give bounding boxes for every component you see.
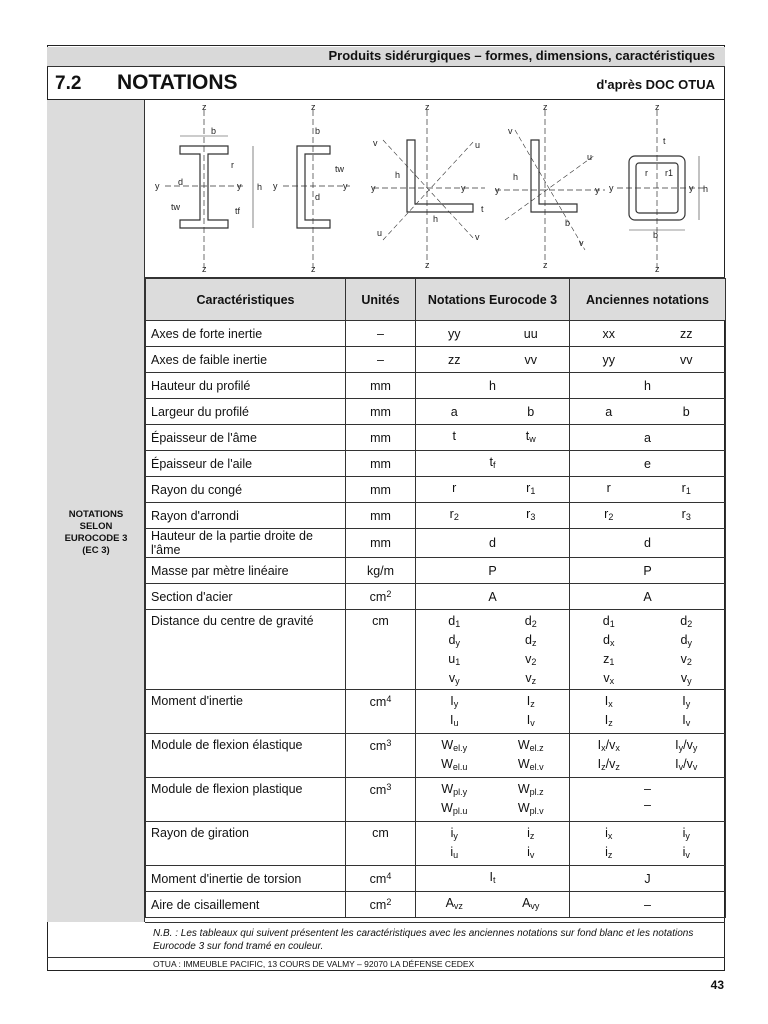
- table-row: [146, 347, 726, 373]
- side-label-line: NOTATIONS: [68, 509, 124, 520]
- footer-left-cell: [47, 957, 145, 971]
- characteristic-cell: Moment d'inertie: [146, 690, 346, 734]
- ec3-cell: [416, 347, 570, 373]
- notation-value: $W_{pl.z}$: [517, 782, 544, 797]
- table-row: [146, 778, 726, 822]
- notation-value: P: [643, 563, 652, 578]
- notation-value: $v_z$: [525, 671, 537, 686]
- table-row: [146, 866, 726, 892]
- dim-label-h: h: [513, 172, 519, 182]
- notation-value: $i_u$: [450, 845, 459, 860]
- unit-cell: mm: [346, 425, 416, 451]
- axis-label-y: y: [689, 183, 694, 193]
- note: N.B. : Les tableaux qui suivent présentent les caractéristiques avec les anciennes notations sur fond blanc et les notations Eurocode 3 sur fond tramé en couleur.: [145, 922, 725, 957]
- unit-cell: mm: [346, 373, 416, 399]
- table-row: [146, 690, 726, 734]
- notation-value: $I_y$: [450, 694, 459, 709]
- ec3-cell: [416, 690, 570, 734]
- old-notation-cell: [570, 529, 726, 558]
- axis-label-v: v: [373, 138, 378, 148]
- characteristic-cell: Rayon de giration: [146, 822, 346, 866]
- old-notation-cell: [570, 373, 726, 399]
- axis-label-z: z: [311, 264, 316, 274]
- notation-value: $i_v$: [527, 845, 535, 860]
- dim-label-h: h: [395, 170, 401, 180]
- table-row: [146, 529, 726, 558]
- ec3-cell: [416, 734, 570, 778]
- dim-label-b: b: [211, 126, 217, 136]
- old-notation-cell: [570, 503, 726, 529]
- table-row: [146, 558, 726, 584]
- axis-label-y: y: [155, 181, 160, 191]
- notation-value: $W_{el.v}$: [517, 757, 544, 772]
- unit-cell: kg/m: [346, 558, 416, 584]
- ec3-cell: [416, 584, 570, 610]
- table-row: [146, 892, 726, 918]
- notation-value: $d_y$: [680, 633, 692, 648]
- notation-value: $I_v$: [682, 713, 691, 728]
- unit-cell: cm: [346, 610, 416, 690]
- header-characteristics: Caractéristiques: [146, 279, 346, 321]
- dim-label-tw: tw: [335, 164, 344, 174]
- notation-value: $i_x$: [605, 826, 613, 841]
- source-label: d'après DOC OTUA: [596, 77, 715, 92]
- dim-label-h: h: [703, 184, 709, 194]
- notation-value: $v_y$: [680, 671, 692, 686]
- notation-value: $v_2$: [680, 652, 692, 667]
- table-body: [146, 321, 726, 918]
- old-notation-cell: [570, 866, 726, 892]
- unit-cell: $cm^2$: [346, 892, 416, 918]
- notation-value: $I_z$: [526, 694, 535, 709]
- axis-label-z: z: [543, 102, 548, 112]
- notation-value: uu: [523, 326, 538, 341]
- notation-value: r: [452, 481, 457, 495]
- ec3-cell: [416, 610, 570, 690]
- notation-value: d: [644, 536, 651, 550]
- profile-diagrams-svg: [145, 100, 725, 278]
- axis-label-y: y: [371, 183, 376, 193]
- dim-label-r: r: [231, 160, 234, 170]
- axis-label-u: u: [377, 228, 383, 238]
- notation-value: $W_{pl.y}$: [441, 782, 468, 797]
- notation-value: $u_1$: [448, 652, 461, 667]
- notation-value: $r_3$: [681, 507, 691, 522]
- side-label-line: SELON: [79, 521, 113, 532]
- axis-label-y: y: [461, 183, 466, 193]
- axis-label-v: v: [579, 238, 584, 248]
- axis-label-y: y: [237, 181, 242, 191]
- notation-value: d: [489, 536, 496, 550]
- dim-label-b: b: [315, 126, 321, 136]
- characteristic-cell: Aire de cisaillement: [146, 892, 346, 918]
- axis-label-z: z: [543, 260, 548, 270]
- notation-value: a: [644, 430, 651, 445]
- notations-table: [145, 278, 726, 918]
- table-row: [146, 822, 726, 866]
- old-notation-cell: [570, 892, 726, 918]
- old-notation-cell: [570, 584, 726, 610]
- old-notation-cell: [570, 558, 726, 584]
- axis-label-u: u: [475, 140, 481, 150]
- ec3-cell: [416, 425, 570, 451]
- ec3-cell: [416, 892, 570, 918]
- notation-value: $r_1$: [526, 481, 536, 496]
- notation-value: $W_{pl.v}$: [517, 801, 544, 816]
- notation-value: $r_2$: [604, 507, 614, 522]
- dim-label-h: h: [433, 214, 439, 224]
- axis-label-z: z: [425, 102, 430, 112]
- notation-value: $I_z/v_z$: [597, 757, 620, 772]
- notation-value: $I_u$: [450, 713, 459, 728]
- notation-value: r: [606, 481, 611, 495]
- characteristic-cell: Axes de faible inertie: [146, 347, 346, 373]
- dim-label-t: t: [481, 204, 484, 214]
- notation-value: $I_y/v_y$: [675, 738, 698, 753]
- notation-value: $r_1$: [681, 481, 691, 496]
- unit-cell: $cm^2$: [346, 584, 416, 610]
- notation-value: zz: [680, 326, 693, 341]
- characteristic-cell: Rayon du congé: [146, 477, 346, 503]
- angle-diagram: [373, 110, 485, 260]
- table-row: [146, 610, 726, 690]
- notation-value: a: [605, 404, 613, 419]
- notation-value: a: [450, 404, 458, 419]
- axis-label-y: y: [595, 185, 600, 195]
- section-number: 7.2: [55, 73, 82, 94]
- notation-value: b: [682, 404, 690, 419]
- notation-value: zz: [448, 352, 461, 367]
- notation-value: –: [644, 782, 651, 796]
- axis-label-z: z: [311, 102, 316, 112]
- dim-label-r1: r1: [665, 168, 674, 178]
- ec3-cell: [416, 477, 570, 503]
- unit-cell: $cm^4$: [346, 866, 416, 892]
- old-notation-cell: [570, 321, 726, 347]
- notation-value: h: [644, 378, 651, 393]
- unit-cell: –: [346, 321, 416, 347]
- notation-value: –: [644, 897, 651, 912]
- notation-value: $I_v/v_v$: [675, 757, 698, 772]
- side-label: [47, 509, 145, 557]
- old-notation-cell: [570, 451, 726, 477]
- axis-label-v: v: [508, 126, 513, 136]
- characteristic-cell: Épaisseur de l'âme: [146, 425, 346, 451]
- notation-value: $d_2$: [524, 614, 537, 629]
- header-old: Anciennes notations: [570, 279, 726, 321]
- old-notation-cell: [570, 347, 726, 373]
- notation-value: $I_x$: [604, 694, 613, 709]
- notation-value: –: [644, 798, 651, 812]
- notation-value: $I_v$: [526, 713, 535, 728]
- notation-value: $I_x/v_x$: [597, 738, 620, 753]
- unit-cell: mm: [346, 477, 416, 503]
- ec3-cell: [416, 503, 570, 529]
- characteristic-cell: Épaisseur de l'aile: [146, 451, 346, 477]
- old-notation-cell: [570, 690, 726, 734]
- footer-address: OTUA : IMMEUBLE PACIFIC, 13 COURS DE VALMY – 92070 LA DÉFENSE CEDEX: [145, 957, 725, 971]
- ec3-cell: [416, 529, 570, 558]
- ec3-cell: [416, 822, 570, 866]
- axis-label-y: y: [495, 185, 500, 195]
- unit-cell: cm: [346, 822, 416, 866]
- table-row: [146, 425, 726, 451]
- unit-cell: $cm^4$: [346, 690, 416, 734]
- header-units: Unités: [346, 279, 416, 321]
- characteristic-cell: Distance du centre de gravité: [146, 610, 346, 690]
- notation-value: $t_f$: [489, 455, 496, 470]
- axis-label-z: z: [655, 102, 660, 112]
- notation-value: $v_y$: [448, 671, 460, 686]
- top-banner: [47, 47, 725, 67]
- notation-value: e: [644, 456, 651, 471]
- notation-value: h: [489, 378, 496, 393]
- notation-value: $A_{vz}$: [445, 896, 463, 911]
- notation-value: b: [527, 404, 535, 419]
- characteristic-cell: Largeur du profilé: [146, 399, 346, 425]
- title-bar: [47, 67, 725, 100]
- characteristic-cell: Module de flexion plastique: [146, 778, 346, 822]
- ec3-cell: [416, 451, 570, 477]
- section-title: NOTATIONS: [117, 71, 238, 94]
- unit-cell: mm: [346, 503, 416, 529]
- banner-text: Produits sidérurgiques – formes, dimensions, caractéristiques: [328, 48, 715, 63]
- unit-cell: mm: [346, 529, 416, 558]
- unit-cell: –: [346, 347, 416, 373]
- notation-value: $v_x$: [603, 671, 615, 686]
- table-row: [146, 477, 726, 503]
- table-row: [146, 503, 726, 529]
- left-band: [47, 100, 145, 922]
- notation-value: $W_{el.z}$: [517, 738, 544, 753]
- dim-label-h: h: [257, 182, 263, 192]
- dim-label-b: b: [653, 230, 659, 240]
- notation-value: $i_y$: [450, 826, 458, 841]
- old-notation-cell: [570, 477, 726, 503]
- notation-value: yy: [602, 352, 615, 367]
- old-notation-cell: [570, 399, 726, 425]
- axis-label-z: z: [202, 102, 207, 112]
- notation-value: $i_y$: [682, 826, 690, 841]
- axis-label-y: y: [343, 181, 348, 191]
- unit-cell: mm: [346, 451, 416, 477]
- characteristic-cell: Module de flexion élastique: [146, 734, 346, 778]
- ec3-cell: [416, 778, 570, 822]
- characteristic-cell: Hauteur du profilé: [146, 373, 346, 399]
- notation-value: $z_1$: [603, 652, 615, 667]
- notation-value: $W_{el.y}$: [441, 738, 468, 753]
- notation-value: $W_{pl.u}$: [441, 801, 468, 816]
- notation-value: $t_w$: [525, 429, 536, 444]
- ec3-cell: [416, 373, 570, 399]
- table-header-row: [146, 279, 726, 321]
- table-row: [146, 734, 726, 778]
- table-row: [146, 584, 726, 610]
- page-number: 43: [710, 978, 724, 992]
- notation-value: $r_2$: [449, 507, 459, 522]
- axis-label-u: u: [587, 152, 593, 162]
- notation-value: xx: [602, 326, 615, 341]
- side-label-line: (EC 3): [82, 545, 110, 556]
- axis-label-z: z: [202, 264, 207, 274]
- table-row: [146, 373, 726, 399]
- notation-value: $d_z$: [525, 633, 537, 648]
- side-label-line: EUROCODE 3: [64, 533, 128, 544]
- notation-value: $i_v$: [682, 845, 690, 860]
- unit-cell: mm: [346, 399, 416, 425]
- old-notation-cell: [570, 778, 726, 822]
- unit-cell: $cm^3$: [346, 734, 416, 778]
- notation-value: vv: [680, 352, 693, 367]
- axis-label-y: y: [609, 183, 614, 193]
- notation-value: $v_2$: [525, 652, 537, 667]
- notation-value: $d_1$: [448, 614, 461, 629]
- notation-value: yy: [448, 326, 461, 341]
- ec3-cell: [416, 866, 570, 892]
- axis-label-y: y: [273, 181, 278, 191]
- characteristic-cell: Hauteur de la partie droite de l'âme: [146, 529, 346, 558]
- notation-value: $A_{vy}$: [522, 896, 540, 911]
- notation-value: $i_z$: [605, 845, 613, 860]
- dim-label-d: d: [178, 177, 184, 187]
- notation-value: vv: [524, 352, 537, 367]
- notation-value: $I_t$: [489, 870, 496, 885]
- characteristic-cell: Moment d'inertie de torsion: [146, 866, 346, 892]
- axis-label-v: v: [475, 232, 480, 242]
- characteristic-cell: Rayon d'arrondi: [146, 503, 346, 529]
- notation-value: t: [452, 429, 456, 443]
- ec3-cell: [416, 558, 570, 584]
- dim-label-tw: tw: [171, 202, 180, 212]
- header-ec3: Notations Eurocode 3: [416, 279, 570, 321]
- dim-label-r: r: [645, 168, 648, 178]
- dim-label-tf: tf: [235, 206, 241, 216]
- notation-value: $W_{el.u}$: [441, 757, 468, 772]
- notation-value: A: [643, 589, 652, 604]
- old-notation-cell: [570, 822, 726, 866]
- notation-value: J: [644, 871, 651, 886]
- notation-value: $I_z$: [604, 713, 613, 728]
- dim-label-t: t: [663, 136, 666, 146]
- table-row: [146, 399, 726, 425]
- old-notation-cell: [570, 425, 726, 451]
- ec3-cell: [416, 399, 570, 425]
- table-row: [146, 321, 726, 347]
- old-notation-cell: [570, 610, 726, 690]
- notation-value: $d_x$: [603, 633, 615, 648]
- notation-value: $I_y$: [682, 694, 691, 709]
- profile-diagrams: [145, 100, 725, 278]
- characteristic-cell: Section d'acier: [146, 584, 346, 610]
- axis-label-z: z: [655, 264, 660, 274]
- old-notation-cell: [570, 734, 726, 778]
- dim-label-b: b: [565, 218, 571, 228]
- unit-cell: $cm^3$: [346, 778, 416, 822]
- characteristic-cell: Axes de forte inertie: [146, 321, 346, 347]
- dim-label-d: d: [315, 192, 321, 202]
- table-row: [146, 451, 726, 477]
- characteristic-cell: Masse par mètre linéaire: [146, 558, 346, 584]
- notation-value: $i_z$: [527, 826, 535, 841]
- notation-value: P: [488, 563, 497, 578]
- notation-value: $d_1$: [602, 614, 615, 629]
- notation-value: $d_2$: [680, 614, 693, 629]
- ec3-cell: [416, 321, 570, 347]
- notation-value: $d_y$: [448, 633, 460, 648]
- notation-value: $r_3$: [526, 507, 536, 522]
- axis-label-z: z: [425, 260, 430, 270]
- notation-value: A: [488, 589, 497, 604]
